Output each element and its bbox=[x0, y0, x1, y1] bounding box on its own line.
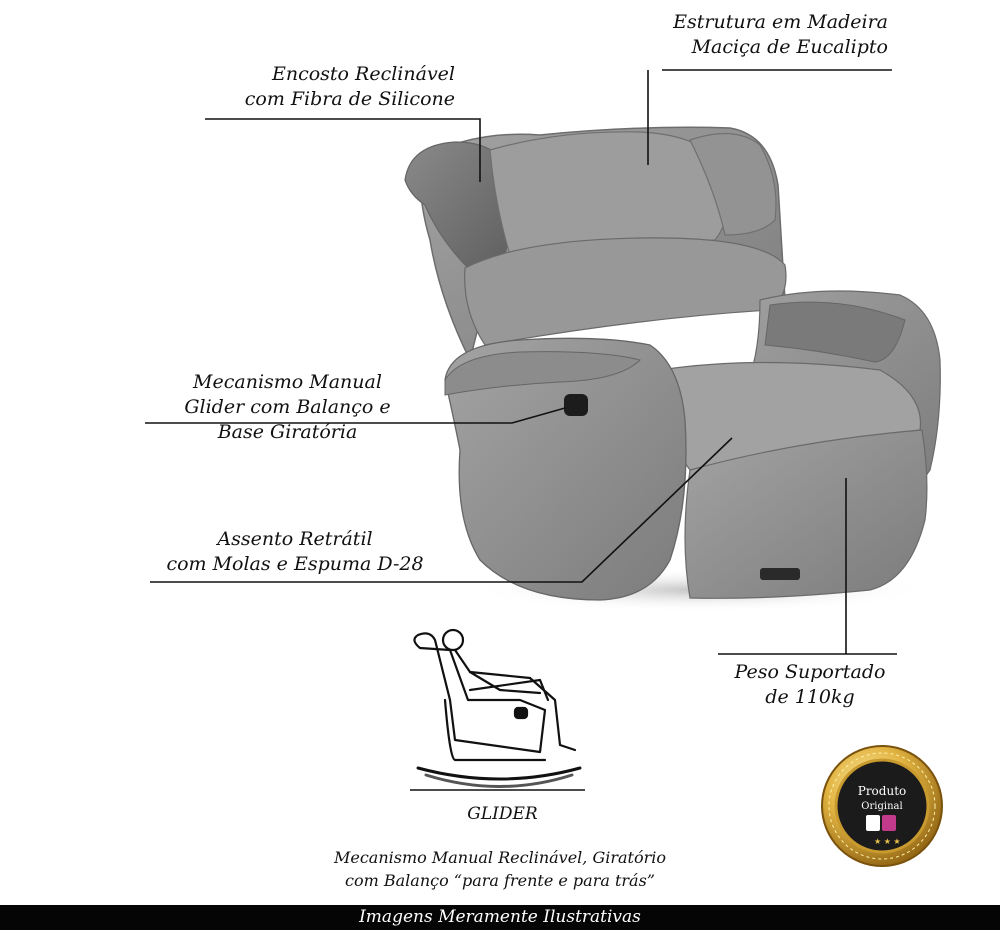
callout-peso-line2: de 110kg bbox=[765, 686, 855, 708]
callout-estrutura-line2: Maciça de Eucalipto bbox=[691, 36, 888, 58]
badge-line2: Original bbox=[861, 801, 903, 812]
callout-encosto-line1: Encosto Reclinável bbox=[271, 63, 455, 85]
footer-disclaimer: Imagens Meramente Ilustrativas bbox=[0, 905, 1000, 930]
glider-label: GLIDER bbox=[467, 804, 538, 824]
callout-mecanismo-line3: Base Giratória bbox=[217, 421, 358, 443]
callout-mecanismo bbox=[155, 370, 420, 445]
callout-assento-line2: com Molas e Espuma D-28 bbox=[166, 553, 424, 575]
callout-assento-line1: Assento Retrátil bbox=[217, 528, 373, 550]
callout-encosto-line2: com Fibra de Silicone bbox=[244, 88, 455, 110]
glider-caption-line2: com Balanço “para frente e para trás” bbox=[345, 871, 655, 890]
callout-estrutura bbox=[630, 10, 888, 60]
callout-assento bbox=[150, 527, 440, 577]
recliner-chair-image bbox=[405, 127, 940, 612]
callout-mecanismo-line2: Glider com Balanço e bbox=[184, 396, 391, 418]
callout-peso bbox=[715, 660, 905, 710]
callout-peso-line1: Peso Suportado bbox=[734, 661, 886, 683]
glider-caption bbox=[250, 846, 750, 892]
callout-estrutura-line1: Estrutura em Madeira bbox=[673, 11, 888, 33]
chair-icon bbox=[866, 815, 880, 831]
callout-mecanismo-line1: Mecanismo Manual bbox=[193, 371, 382, 393]
recline-lever-icon bbox=[564, 394, 588, 416]
glider-caption-line1: Mecanismo Manual Reclinável, Giratório bbox=[333, 848, 667, 867]
badge-line1: Produto bbox=[857, 784, 907, 798]
callout-encosto bbox=[205, 62, 455, 112]
produto-original-seal bbox=[822, 746, 942, 866]
svg-text:★ ★ ★: ★ ★ ★ bbox=[874, 837, 901, 846]
glider-pictogram bbox=[414, 630, 580, 787]
